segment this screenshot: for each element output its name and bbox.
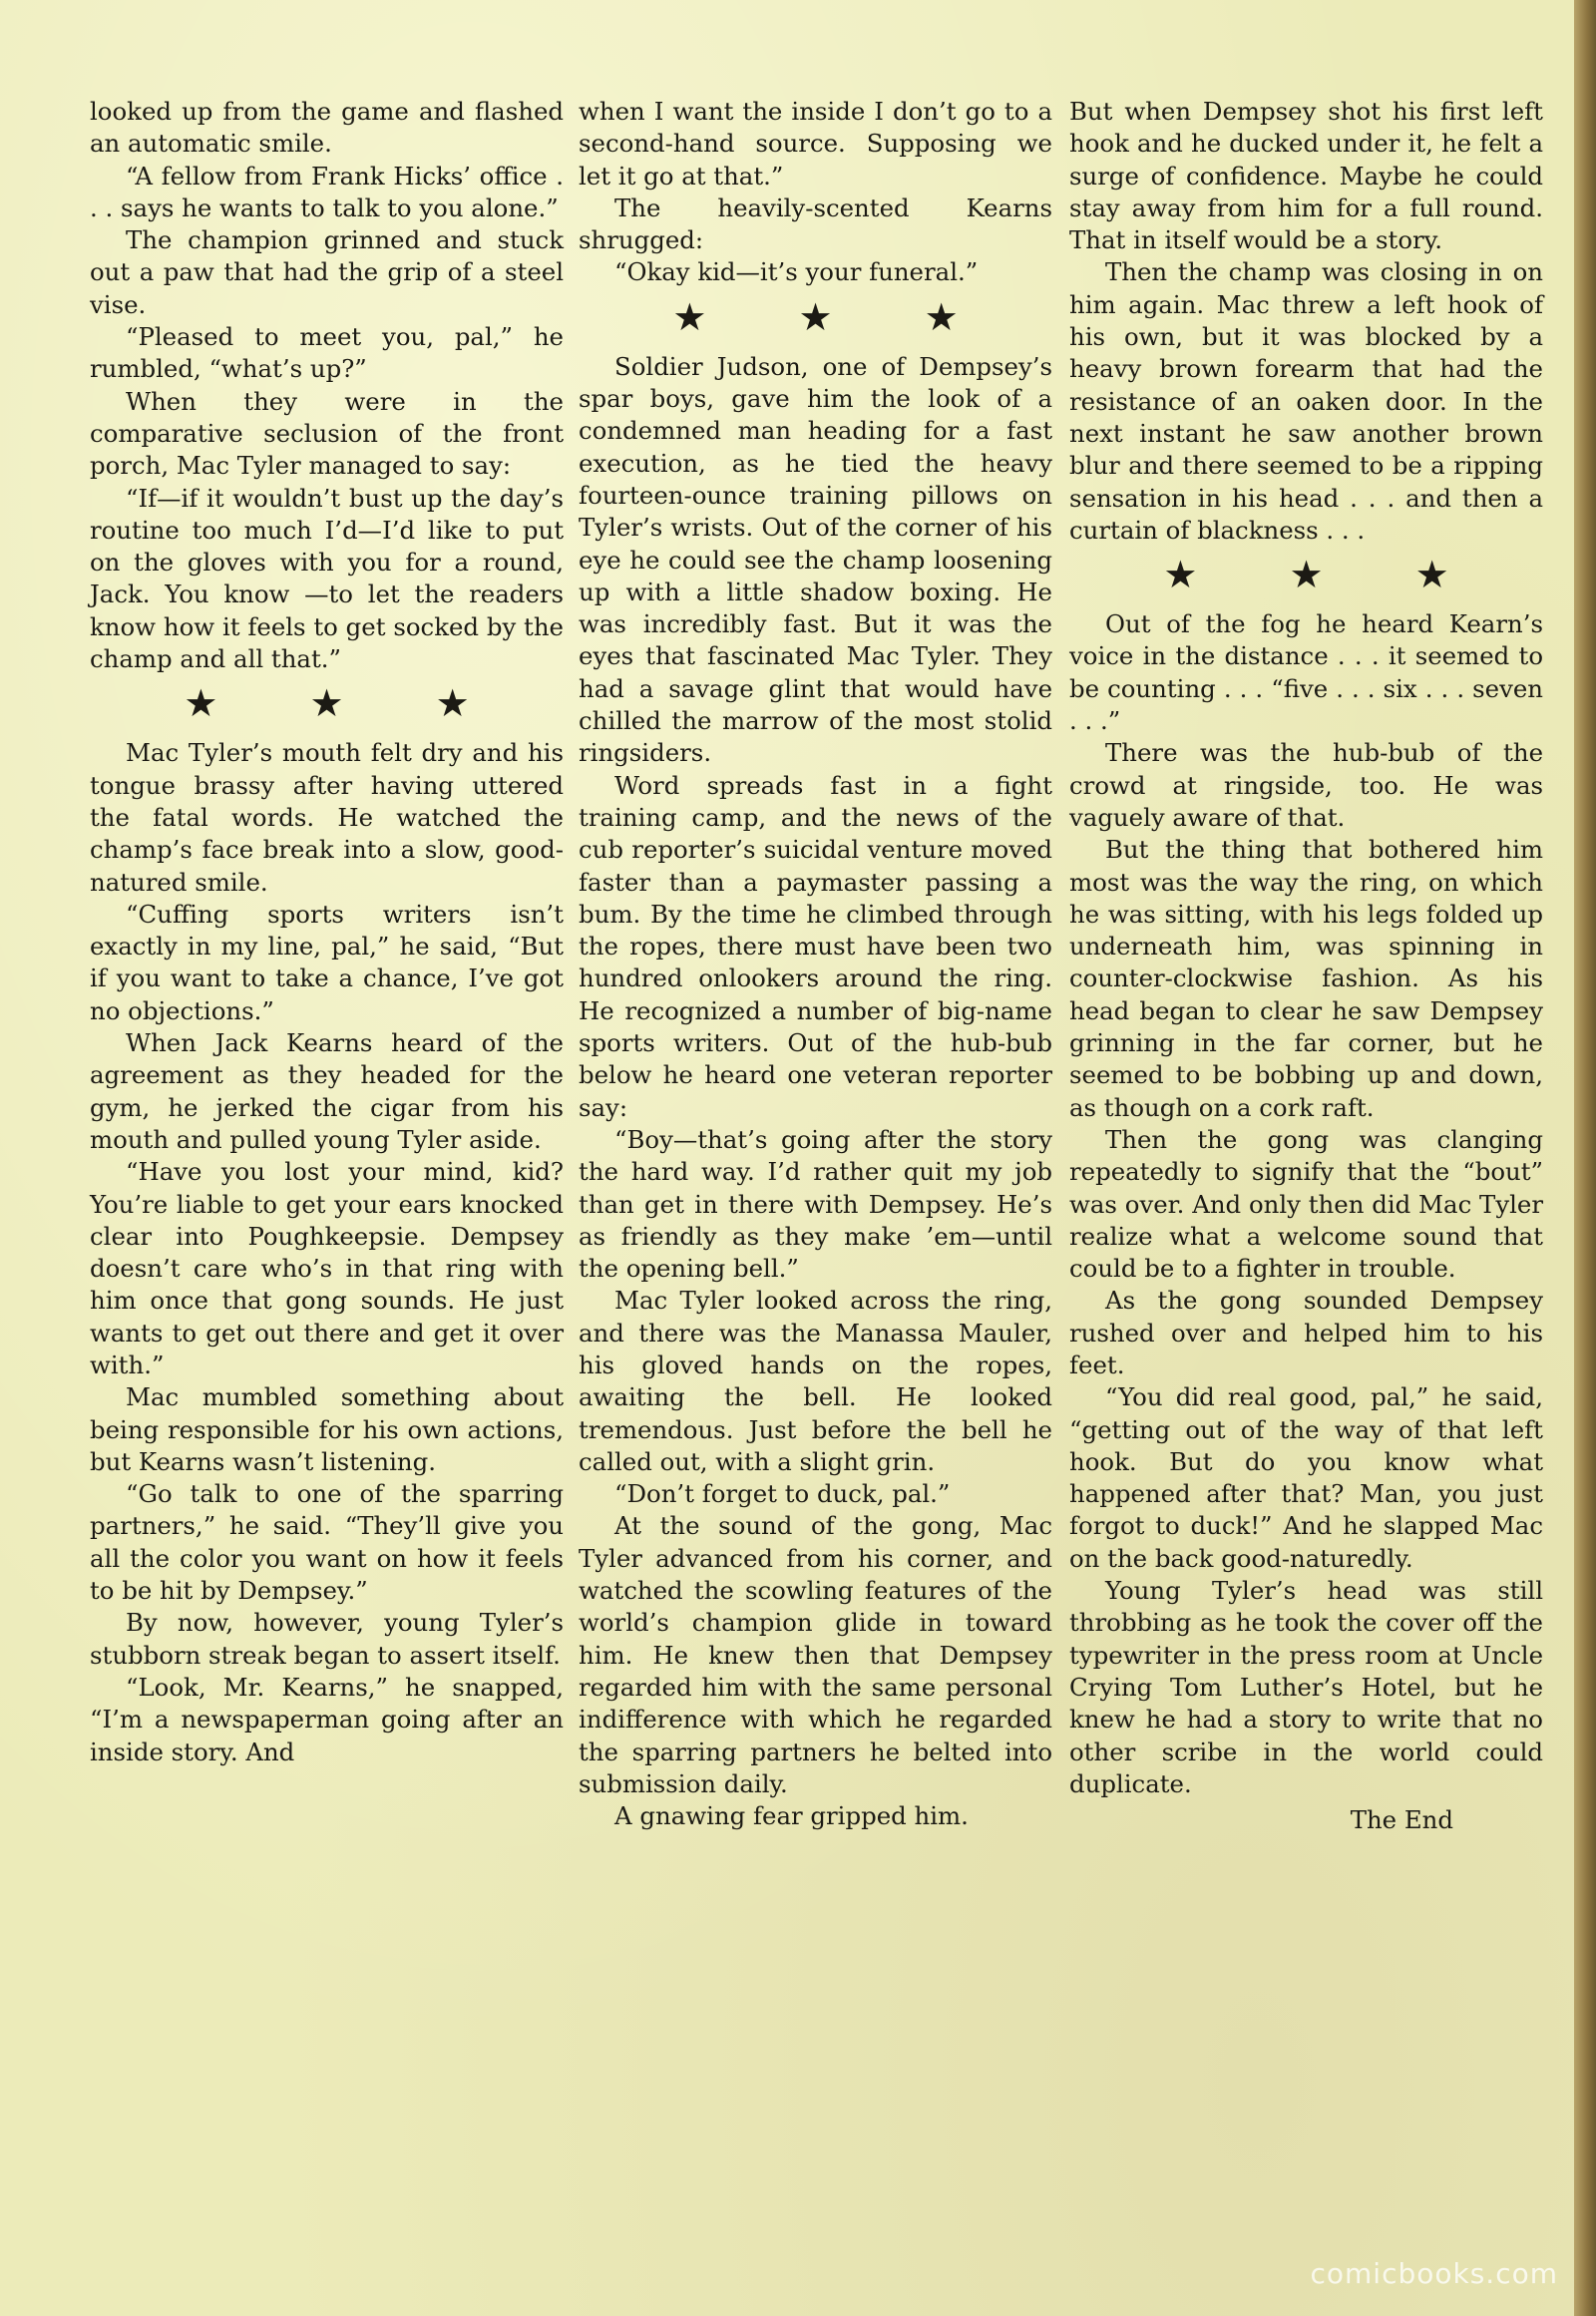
paragraph: Then the gong was clanging repeatedly to signify that the “bout” was over. And only then did Mac Tyler realize what a welcome sound that could be to a fighter in trouble. [1069,1124,1543,1284]
the-end-label: The End [1350,1805,1453,1835]
section-break-stars: ★ ★ ★ [1163,553,1489,597]
paragraph: But the thing that bothered him most was the way the ring, on which he was sitting, with his legs folded up underneath him, was spinning in counter-clockwise fashion. As his head began to clear he saw Dempsey grinning in the far corner, but he seemed to be bobbing up and down, as though on a cork raft. [1069,835,1543,1122]
text-column-1 [90,96,564,1768]
paragraph: Word spreads fast in a fight training camp, and the news of the cub reporter’s suicidal venture moved faster than a paymaster passing a bum. By the time he climbed through the ropes, there must have been two hundred onlookers around the ring. He recognized a number of big-name sports writers. Out of the hub-bub below he heard one veteran reporter say: [579,770,1052,1122]
paragraph: “Cuffing sports writers isn’t exactly in my line, pal,” he said, “But if you want to take a chance, I’ve got no objections.” [90,899,564,1025]
paragraph: looked up from the game and flashed an automatic smile. [90,97,564,159]
paragraph: Mac Tyler’s mouth felt dry and his tongue brassy after having uttered the fatal words. He watched the champ’s face break into a slow, good-natured smile. [90,738,564,897]
paragraph: Young Tyler’s head was still throbbing as he took the cover off the typewriter in the press room at Uncle Crying Tom Luther’s Hotel, but he knew he had a story to write that no other scribe in the world could duplicate. [1069,1576,1543,1798]
paragraph: “A fellow from Frank Hicks’ office . . . says he wants to talk to you alone.” [90,161,564,222]
paragraph: As the gong sounded Dempsey rushed over and helped him to his feet. [1069,1286,1543,1379]
paragraph: At the sound of the gong, Mac Tyler advanced from his corner, and watched the scowling features of the world’s champion glide in toward him. He knew then that Dempsey regarded him with the same personal indifference with which he regarded the sparring partners he belted into submission daily. [579,1511,1052,1798]
paragraph: “Boy—that’s going after the story the hard way. I’d rather quit my job than get in there with Dempsey. He’s as friendly as they make ’em—until the opening bell.” [579,1124,1052,1284]
section-break-stars: ★ ★ ★ [672,294,998,339]
paragraph: “Okay kid—it’s your funeral.” [614,257,979,287]
paragraph: Out of the fog he heard Kearn’s voice in the distance . . . it seemed to be counting . . . “five . . . six . . . seven . . .” [1069,609,1543,736]
paragraph: “Look, Mr. Kearns,” he snapped, “I’m a newspaperman going after an inside story. And [90,1672,564,1766]
paragraph: “Don’t forget to duck, pal.” [614,1479,951,1509]
watermark: comicbooks.com [1310,2257,1558,2290]
paragraph: There was the hub-bub of the crowd at ringside, too. He was vaguely aware of that. [1069,738,1543,832]
paragraph: Mac Tyler looked across the ring, and there was the Manassa Mauler, his gloved hands on the ropes, awaiting the bell. He looked tremendous. Just before the bell he called out, with a slight grin. [579,1286,1052,1476]
paragraph: “Have you lost your mind, kid? You’re liable to get your ears knocked clear into Poughkeepsie. Dempsey doesn’t care who’s in that ring with him once that gong sounds. He just wants to get out there and get it over with.” [90,1157,564,1379]
paragraph: “You did real good, pal,” he said, “getting out of the way of that left hook. But do you know what happened after that? Man, you just forgot to duck!” And he slapped Mac on the back good-naturedly. [1069,1382,1543,1573]
paragraph: But when Dempsey shot his first left hook and he ducked under it, he felt a surge of confidence. Maybe he could stay away from him for a full round. That in itself would be a story. [1069,97,1543,255]
paragraph: “Pleased to meet you, pal,” he rumbled, “what’s up?” [90,322,564,384]
paragraph: Then the champ was closing in on him again. Mac threw a left hook of his own, but it was blocked by a heavy brown forearm that had the resistance of an oaken door. In the next instant he saw another brown blur and there seemed to be a ripping sensation in his head . . . and then a curtain of blackness . . . [1069,257,1543,545]
paragraph: A gnawing fear gripped him. [614,1801,969,1831]
paragraph: When Jack Kearns heard of the agreement as they headed for the gym, he jerked the cigar from his mouth and pulled young Tyler aside. [90,1028,564,1154]
paragraph: When they were in the comparative seclusion of the front porch, Mac Tyler managed to say: [90,386,564,481]
paragraph: By now, however, young Tyler’s stubborn streak began to assert itself. [90,1608,564,1670]
paragraph: “If—if it wouldn’t bust up the day’s routine too much I’d—I’d like to put on the gloves with you for a round, Jack. You know —to let the readers know how it feels to get socked by the champ and all that.” [90,483,564,674]
paragraph: Soldier Judson, one of Dempsey’s spar boys, gave him the look of a condemned man heading for a fast execution, as he tied the heavy fourteen-ounce training pillows on Tyler’s wrists. Out of the corner of his eye he could see the champ loosening up with a little shadow boxing. He was incredibly fast. But it was the eyes that fascinated Mac Tyler. They had a savage glint that would have chilled the marrow of the most stolid ringsiders. [579,351,1052,768]
section-break-stars: ★ ★ ★ [184,681,510,726]
paragraph: when I want the inside I don’t go to a second-hand source. Supposing we let it go at that.” [579,97,1052,191]
paragraph: The heavily-scented Kearns shrugged: [579,193,1052,255]
paragraph: “Go talk to one of the sparring partners,” he said. “They’ll give you all the color you want on how it feels to be hit by Dempsey.” [90,1479,564,1606]
page-edge [1574,0,1596,2316]
paragraph: The champion grinned and stuck out a paw that had the grip of a steel vise. [90,225,564,319]
text-column-3 [1069,96,1543,1836]
text-column-2 [579,96,1052,1832]
paragraph: Mac mumbled something about being responsible for his own actions, but Kearns wasn’t listening. [90,1382,564,1476]
